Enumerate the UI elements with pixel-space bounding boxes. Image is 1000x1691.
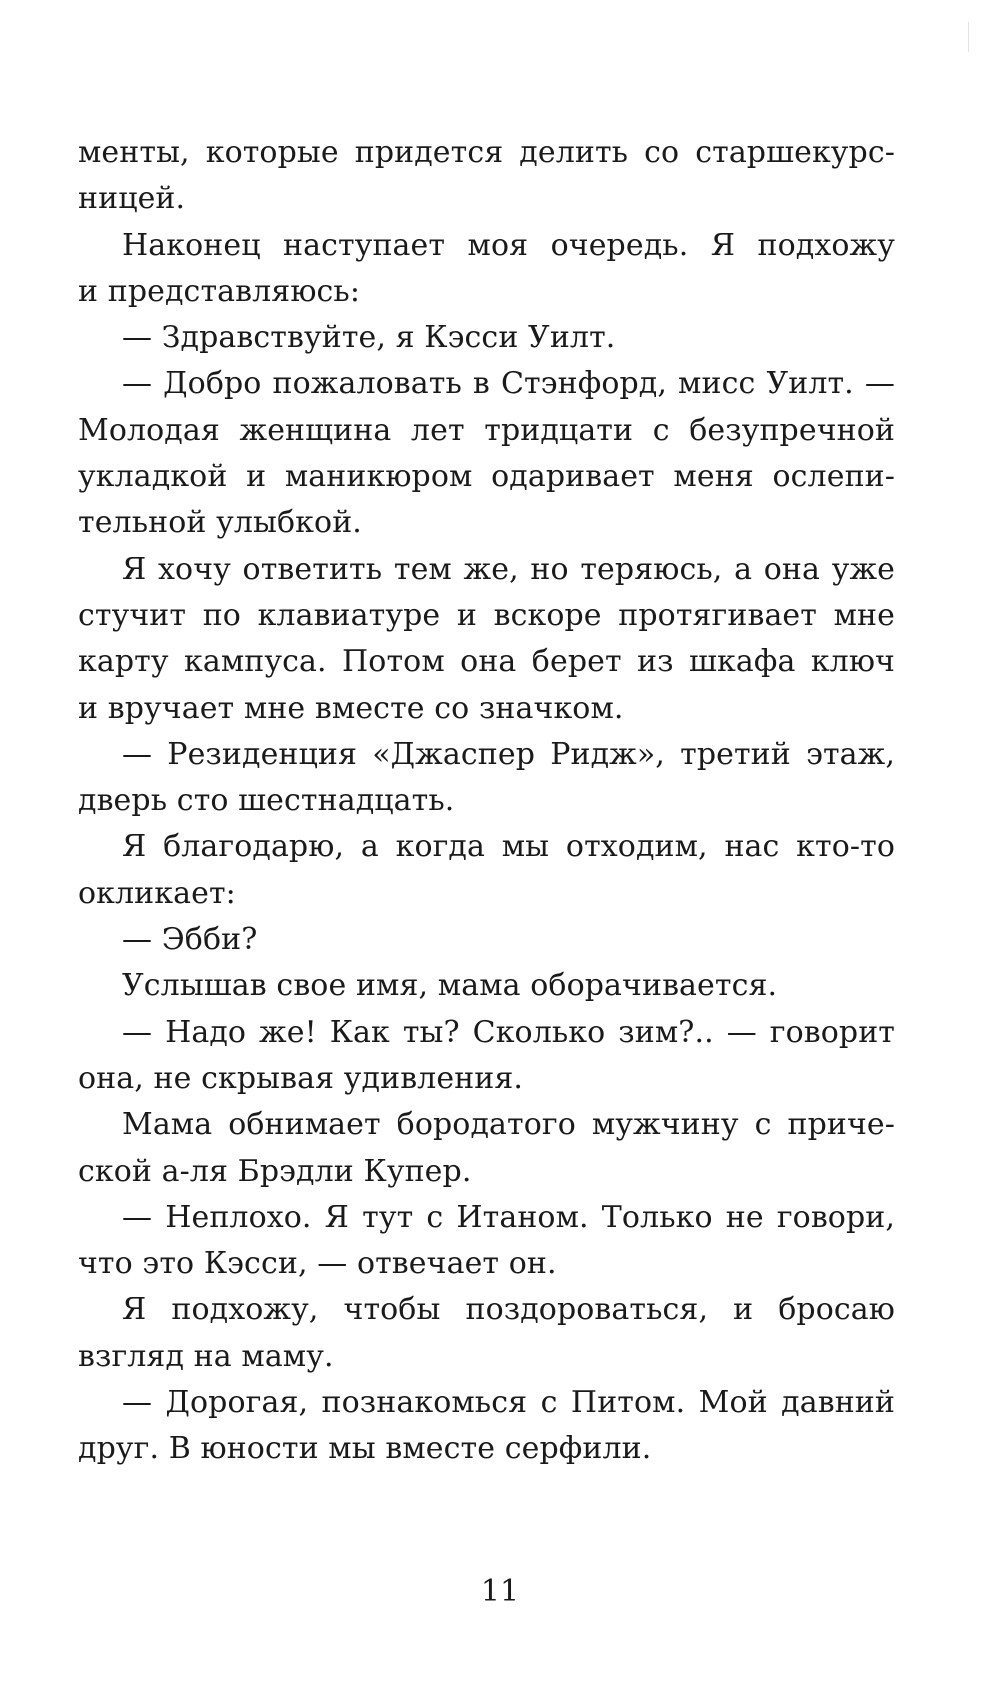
text-line: Я подхожу, чтобы поздороваться, и бросаю (122, 1292, 895, 1328)
text-line: тельной улыбкой. (78, 505, 362, 541)
text-line: ской а-ля Брэдли Купер. (78, 1153, 472, 1189)
text-line: — Надо же! Как ты? Сколько зим?.. — говорит (122, 1014, 895, 1050)
scan-edge-mark (968, 22, 969, 52)
text-line: стучит по клавиатуре и вскоре протягивает мне (78, 597, 895, 633)
text-line: менты, которые придется делить со старшекурс- (78, 135, 895, 170)
text-line: укладкой и маникюром одаривает меня ослепи- (78, 459, 895, 495)
text-line: и вручает мне вместе со значком. (78, 690, 624, 726)
text-line: взгляд на маму. (78, 1338, 334, 1374)
text-line: и представляюсь: (78, 273, 361, 309)
body-text (78, 130, 895, 1473)
text-line: Наконец наступает моя очередь. Я подхожу (122, 227, 895, 263)
text-line: карту кампуса. Потом она берет из шкафа ключ (78, 644, 895, 680)
text-line: Молодая женщина лет тридцати с безупречной (78, 412, 895, 448)
text-line: — Эбби? (122, 922, 258, 958)
text-line: Я благодарю, а когда мы отходим, нас кто-то (122, 829, 895, 865)
text-line: — Резиденция «Джаспер Ридж», третий этаж, (122, 736, 895, 772)
text-line: Я хочу ответить тем же, но теряюсь, а она уже (122, 551, 895, 587)
text-line: — Добро пожаловать в Стэнфорд, мисс Уилт. — (122, 366, 895, 402)
text-line: окликает: (78, 875, 236, 911)
text-line: что это Кэсси, — отвечает он. (78, 1246, 557, 1282)
text-line: ницей. (78, 181, 186, 217)
text-line: дверь сто шестнадцать. (78, 783, 455, 819)
text-line: она, не скрывая удивления. (78, 1060, 524, 1096)
text-line: — Дорогая, познакомься с Питом. Мой давний (122, 1385, 895, 1421)
text-line: — Здравствуйте, я Кэсси Уилт. (122, 320, 616, 356)
text-line: — Неплохо. Я тут с Итаном. Только не говори, (122, 1199, 895, 1235)
text-line: Услышав свое имя, мама оборачивается. (122, 968, 778, 1004)
text-line: Мама обнимает бородатого мужчину с приче- (122, 1107, 895, 1143)
text-line: друг. В юности мы вместе серфили. (78, 1431, 652, 1467)
page-number: 11 (480, 1574, 520, 1609)
